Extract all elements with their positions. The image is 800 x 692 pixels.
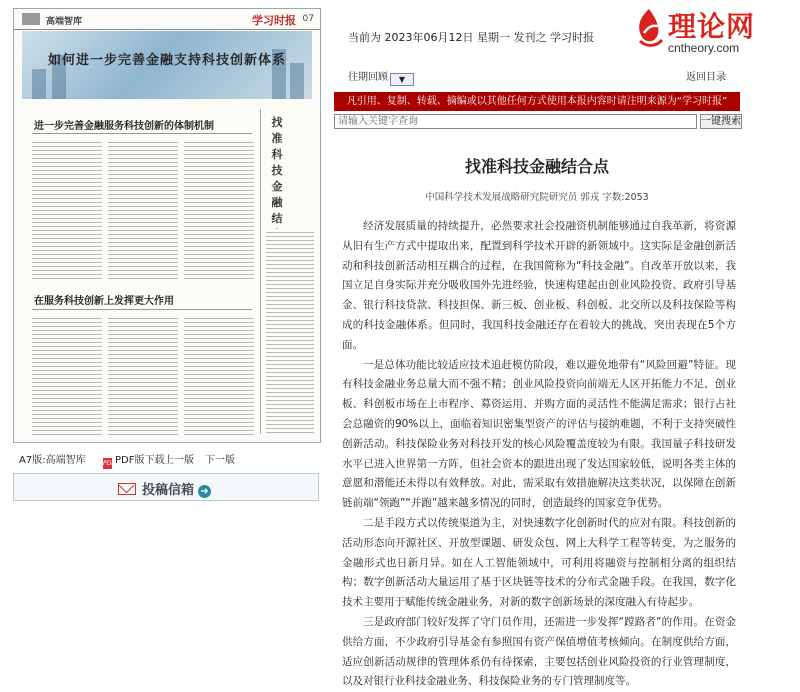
article-paragraph: 一是总体功能比较适应技术追赶模仿阶段，难以避免地带有“风险回避”特征。现有科技金融业务总量大而不强不精；创业风险投资向前端无人区开拓能力不足，创业板、科创板市场在上市程序、募资运用、并购方面的灵活性不能满足需求；银行占社会总融资的90%以上，面临着知识密集型资产的评估与接纳难题，不利于支持突破性创新活动。科技保险业务对科技开发的核心风险覆盖度较为有限。我国量子科技研发水平已进入世界第一方阵，但社会资本的跟进出现了发达国家较低，说明各类主体的意愿和潜能还未得以有效释放。对此，需采取有效措施解决这类状况，以保障在创新链前端“领跑”“并跑”越来越多情况的同时，创造最终的国家竞争优势。: [342, 358, 736, 510]
site-logo[interactable]: [632, 7, 792, 57]
article-byline: 中国科学技术发展战略研究院研究员 郭戎 字数:2053: [425, 192, 649, 203]
search-input[interactable]: 请输入关键字查询: [334, 114, 697, 129]
paper-subhead: 在服务科技创新上发挥更大作用: [34, 296, 174, 307]
page-navigation: [13, 451, 319, 465]
logo-mark-icon: [632, 7, 666, 49]
paper-text-column: [184, 315, 254, 435]
paper-text-column: [108, 139, 178, 281]
paper-text-column: [32, 315, 102, 435]
submission-mailbox-banner[interactable]: [13, 473, 319, 501]
article-paragraph: 经济发展质量的持续提升，必然要求社会投融资机制能够通过自我革新，将资源从旧有生产方式中提取出来，配置到科学技术开辟的新领域中。这实际是金融创新活动和科技创新活动相互耦合的过程，在我国简称为“科技金融”。自改革开放以来，我国立足自身实际并充分吸收国外先进经验，快速构建起由创业风险投资、政府引导基金、银行科技贷款、科技担保、新三板、创业板、科创板、北交所以及科技保险等构成的科技金融体系。但同时，我国科技金融还存在着较大的挑战，突出表现在5个方面。: [342, 220, 736, 351]
section-icon: [22, 13, 40, 25]
logo-name: 理论网: [668, 10, 756, 43]
envelope-icon: [118, 483, 136, 495]
paper-page-number: 07: [302, 14, 314, 24]
search-button[interactable]: 一键搜索: [701, 116, 741, 127]
pdf-icon: PDF: [103, 460, 115, 467]
paper-text-column: [184, 139, 254, 281]
edition-link[interactable]: A7版:高端智库: [19, 455, 86, 466]
article-title: 找准科技金融结合点: [464, 157, 609, 176]
left-panel: [0, 0, 334, 679]
paper-masthead: [14, 9, 320, 30]
newspaper-page-thumbnail[interactable]: [13, 8, 321, 443]
paper-brand: 学习时报: [252, 14, 296, 27]
paper-vertical-title: 找准科技金融结: [271, 116, 283, 225]
paper-subhead: 进一步完善金融服务科技创新的体制机制: [34, 121, 214, 132]
right-panel: [334, 0, 800, 688]
paper-banner: [22, 31, 312, 99]
past-issues-label: 往期回顾: [348, 72, 388, 83]
article-paragraph: 二是手段方式以传统渠道为主，对快速数字化创新时代的应对有限。科技创新的活动形态向开源社区、开放型课题、研发众包、网上大科学工程等转变，为之服务的金融形式也日新月异。如在人工智能领域中，可利用将融资与控制相分离的组织结构；数字创新活动大量运用了基于区块链等技术的分布式金融手段。在我国，数字化技术主要用于赋能传统金融业务，对新的数字创新场景的深度融入有待起步。: [342, 516, 736, 609]
past-issues: [348, 68, 414, 86]
paper-text-column: [266, 229, 314, 434]
paper-section: 高端智库: [46, 17, 83, 27]
arrow-right-icon: ➜: [198, 485, 211, 498]
article-paragraph: 三是政府部门较好发挥了守门员作用，还需进一步发挥“蹚路者”的作用。在资金供给方面，不少政府引导基金有参照国有资产保值增值考核倾向。在制度供给方面，适应创新活动规律的管理体系仍有待探索，主要包括创业风险投资的行业管理制度，以及对银行业科技金融业务、科技保险业务的专门管理制度等。: [342, 615, 736, 688]
article-body: [342, 217, 736, 692]
back-to-directory-link[interactable]: 返回目录: [686, 72, 726, 83]
logo-url: cntheory.com: [668, 41, 740, 55]
copyright-notice: 凡引用、复制、转载、摘编或以其他任何方式使用本报内容时请注明来源为“学习时报”: [334, 92, 740, 111]
date-line: 当前为 2023年06月12日 星期一 发刊之 学习时报: [348, 31, 594, 44]
pdf-download-link[interactable]: PDFPDF版下载: [103, 455, 165, 467]
submission-label: 投稿信箱: [142, 483, 195, 498]
next-page-link[interactable]: 下一版: [205, 455, 235, 466]
past-issues-select[interactable]: ▼: [390, 73, 414, 86]
paper-banner-headline: 如何进一步完善金融支持科技创新体系: [47, 53, 286, 68]
paper-text-column: [108, 315, 178, 435]
paper-text-column: [32, 139, 102, 281]
prev-page-link[interactable]: 上一版: [164, 455, 194, 466]
